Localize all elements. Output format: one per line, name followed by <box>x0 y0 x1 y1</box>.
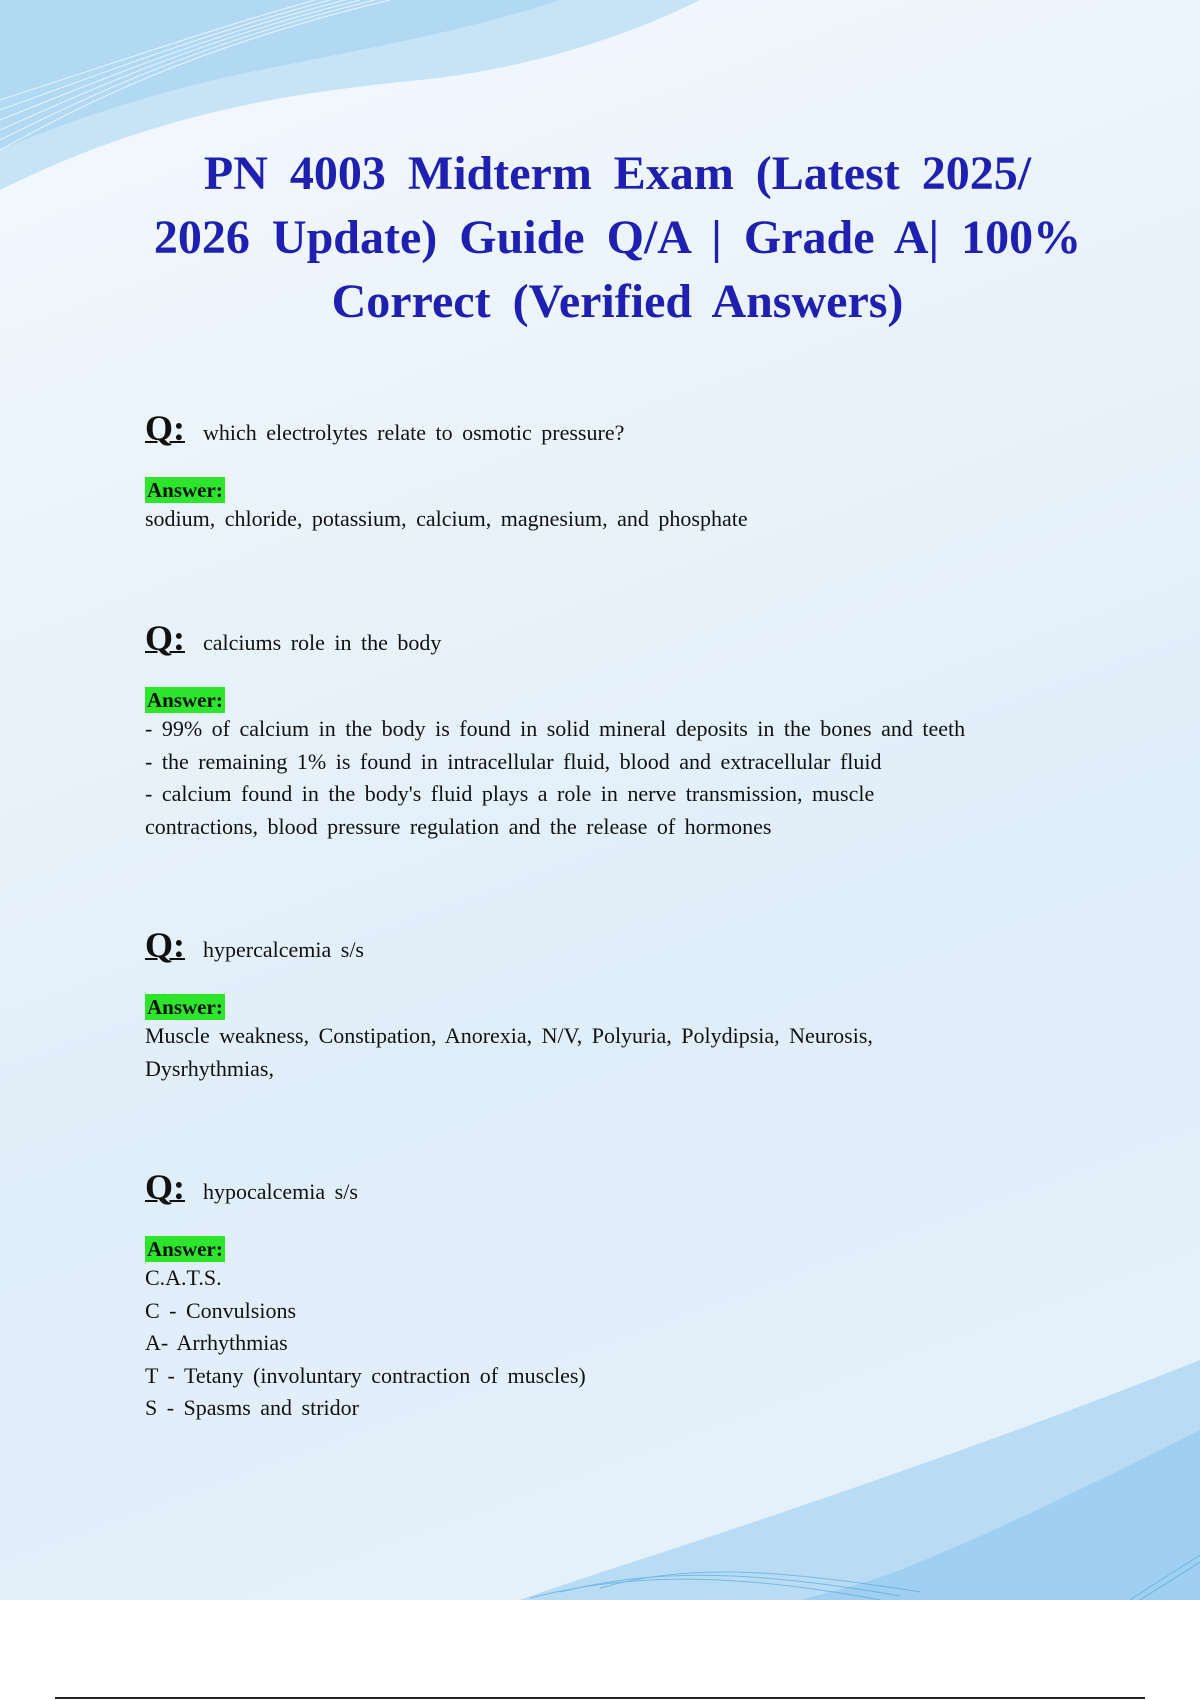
answer-text <box>145 1262 1095 1425</box>
answer-line: - the remaining 1% is found in intracellular fluid, blood and extracellular fluid <box>145 748 882 774</box>
answer-line: sodium, chloride, potassium, calcium, magnesium, and phosphate <box>145 506 748 531</box>
qa-item <box>145 408 1095 536</box>
answer-line: - calcium found in the body's fluid plays a role in nerve transmission, muscle <box>145 781 875 806</box>
question-marker: Q: <box>145 618 185 658</box>
qa-item <box>145 1167 1095 1425</box>
answer-line: contractions, blood pressure regulation and the release of hormones <box>145 813 772 839</box>
answer-line: - 99% of calcium in the body is found in solid mineral deposits in the bones and teeth <box>145 716 966 741</box>
question-text: hypocalcemia s/s <box>203 1179 358 1204</box>
answer-text <box>145 713 1095 843</box>
answer-label: Answer: <box>147 995 223 1019</box>
page-title: PN 4003 Midterm Exam (Latest 2025/ 2026 Update) Guide Q/A | Grade A| 100% Correct (Verified Answers) <box>153 147 1082 328</box>
qa-item <box>145 618 1095 843</box>
answer-line: Muscle weakness, Constipation, Anorexia, N/V, Polyuria, Polydipsia, Neurosis, <box>145 1023 873 1048</box>
answer-text <box>145 503 1095 536</box>
question-row <box>145 925 1095 970</box>
question-text: hypercalcemia s/s <box>203 937 364 962</box>
answer-line: C - Convulsions <box>145 1297 297 1323</box>
answer-text <box>145 1020 1095 1085</box>
answer-label: Answer: <box>147 1237 223 1261</box>
answer-line: A- Arrhythmias <box>145 1330 288 1355</box>
answer-line: C.A.T.S. <box>145 1265 222 1290</box>
page-divider <box>55 1697 1145 1699</box>
answer-line: S - Spasms and stridor <box>145 1395 359 1420</box>
question-text: calciums role in the body <box>203 630 442 655</box>
answer-line: T - Tetany (involuntary contraction of muscles) <box>145 1362 586 1388</box>
question-row <box>145 1167 1095 1212</box>
question-row <box>145 618 1095 663</box>
qa-item <box>145 925 1095 1085</box>
answer-label: Answer: <box>147 688 223 712</box>
answer-label: Answer: <box>147 478 223 502</box>
question-marker: Q: <box>145 925 185 965</box>
question-marker: Q: <box>145 1167 185 1207</box>
answer-line: Dysrhythmias, <box>145 1055 274 1081</box>
question-text: which electrolytes relate to osmotic pressure? <box>203 420 625 445</box>
question-row <box>145 408 1095 453</box>
question-marker: Q: <box>145 408 185 448</box>
